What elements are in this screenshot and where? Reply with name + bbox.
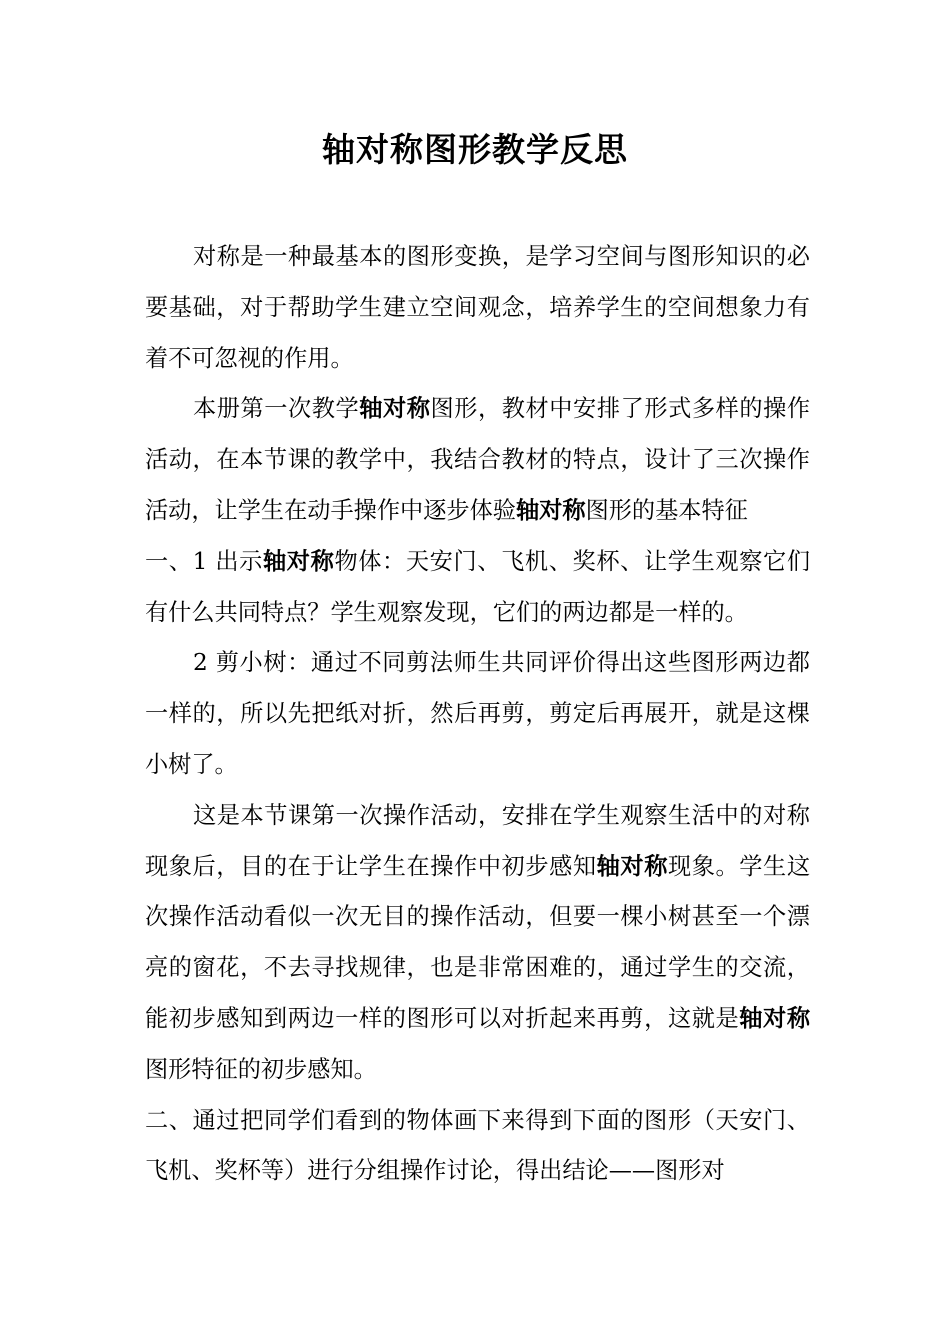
paragraph xyxy=(145,638,810,790)
paragraph xyxy=(145,384,810,536)
bold-keyword: 轴对称 xyxy=(596,852,668,880)
text-segment: 图形特征的初步感知。 xyxy=(145,1055,377,1083)
text-segment: 本册第一次教学 xyxy=(193,395,360,423)
text-segment: 现象。学生这次操作活动看似一次无目的操作活动，但要一棵小树甚至一个漂亮的窗花，不去寻找规律，也是非常困难的，通过学生的交流，能初步感知到两边一样的图形可以对折起来再剪，这就是 xyxy=(145,852,811,1032)
paragraph xyxy=(145,537,810,639)
text-segment: 图形的基本特征 xyxy=(585,496,748,524)
document-body xyxy=(145,232,810,1197)
text-segment: 这是本节课第一次操作活动，安排在学生观察生活中的对称现象后，目的在于让学生在操作中初步感知 xyxy=(145,801,810,880)
text-segment: 2 剪小树：通过不同剪法师生共同评价得出这些图形两边都一样的，所以先把纸对折，然后再剪，剪定后再展开，就是这棵小树了。 xyxy=(145,649,810,778)
bold-keyword: 轴对称 xyxy=(516,496,586,524)
bold-keyword: 轴对称 xyxy=(263,547,335,575)
paragraph xyxy=(145,791,810,1096)
paragraph xyxy=(145,232,810,384)
text-segment: 对称是一种最基本的图形变换，是学习空间与图形知识的必要基础，对于帮助学生建立空间观念，培养学生的空间想象力有着不可忽视的作用。 xyxy=(145,243,810,372)
bold-keyword: 轴对称 xyxy=(359,395,431,423)
text-segment: 二、通过把同学们看到的物体画下来得到下面的图形（天安门、飞机、奖杯等）进行分组操作讨论，得出结论——图形对 xyxy=(145,1106,810,1185)
text-segment: 一、1 出示 xyxy=(145,547,263,575)
bold-keyword: 轴对称 xyxy=(739,1004,811,1032)
page-title: 轴对称图形教学反思 xyxy=(322,130,628,169)
text-segment: 图形，教材中安排了形式多样的操作活动，在本节课的教学中，我结合教材的特点，设计了三次操作活动，让学生在动手操作中逐步体验 xyxy=(145,395,811,524)
paragraph xyxy=(145,1096,810,1198)
text-segment: 物体：天安门、飞机、奖杯、让学生观察它们有什么共同特点？学生观察发现，它们的两边都是一样的。 xyxy=(145,547,811,626)
